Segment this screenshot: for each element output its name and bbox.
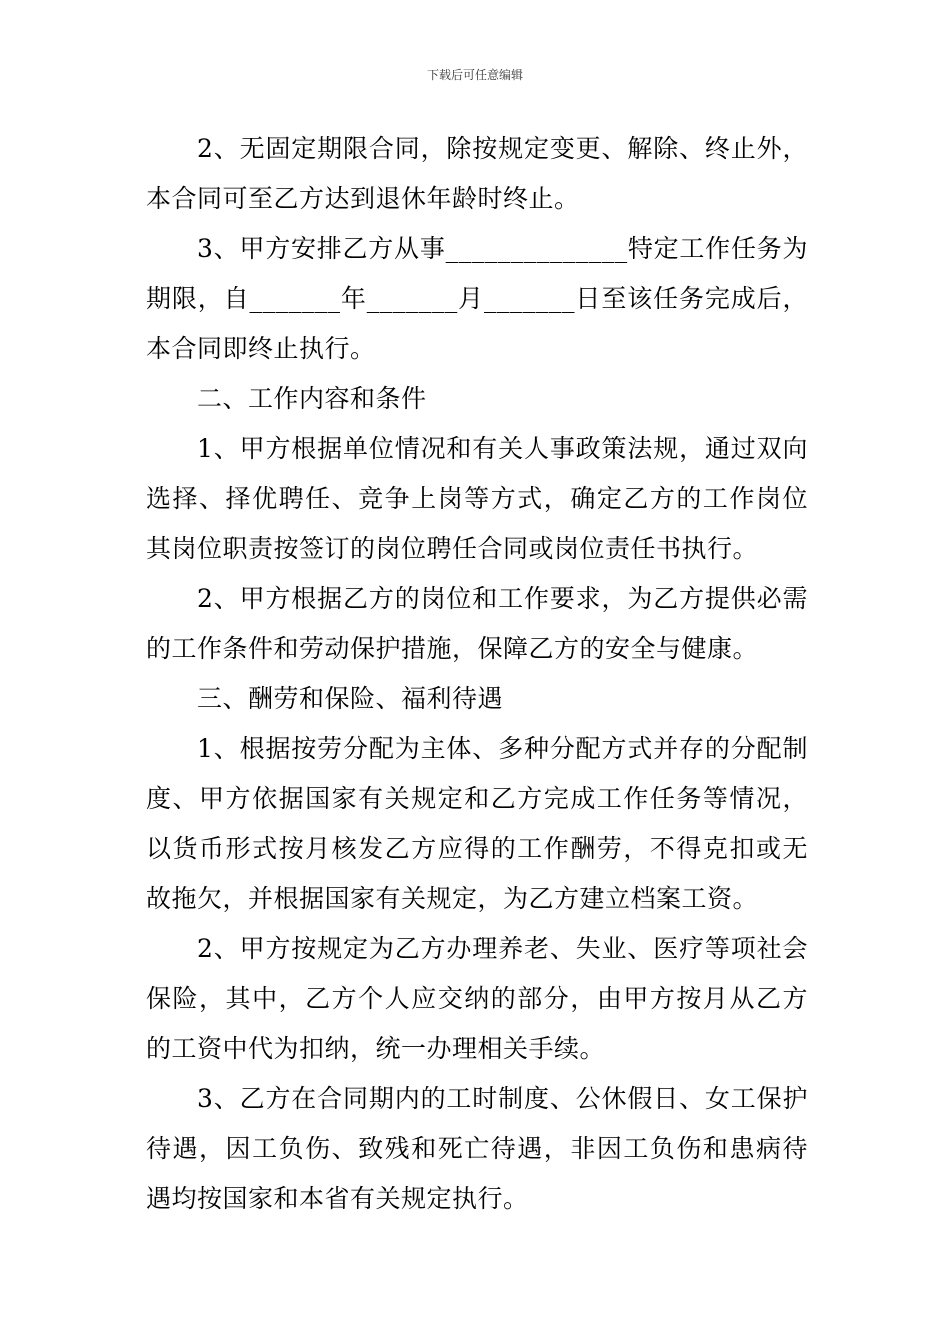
clause-paragraph: 2、无固定期限合同，除按规定变更、解除、终止外，本合同可至乙方达到退休年龄时终止。 xyxy=(146,134,808,213)
clause-paragraph: 3、乙方在合同期内的工时制度、公休假日、女工保护待遇，因工负伤、致残和死亡待遇，非因工负伤和患病待遇均按国家和本省有关规定执行。 xyxy=(146,1084,808,1213)
header-note: 下载后可任意编辑 xyxy=(426,68,523,82)
clause-paragraph: 2、甲方根据乙方的岗位和工作要求，为乙方提供必需的工作条件和劳动保护措施，保障乙方的安全与健康。 xyxy=(146,584,808,663)
clause-paragraph: 1、甲方根据单位情况和有关人事政策法规，通过双向选择、择优聘任、竞争上岗等方式，确定乙方的工作岗位其岗位职责按签订的岗位聘任合同或岗位责任书执行。 xyxy=(146,434,808,563)
clause-paragraph: 3、甲方安排乙方从事______________特定工作任务为期限，自_______年_______月_______日至该任务完成后，本合同即终止执行。 xyxy=(146,234,808,363)
clause-paragraph: 2、甲方按规定为乙方办理养老、失业、医疗等项社会保险，其中，乙方个人应交纳的部分，由甲方按月从乙方的工资中代为扣纳，统一办理相关手续。 xyxy=(146,934,808,1063)
document-body xyxy=(146,124,808,1224)
section-heading: 二、工作内容和条件 xyxy=(197,384,427,413)
clause-paragraph: 1、根据按劳分配为主体、多种分配方式并存的分配制度、甲方依据国家有关规定和乙方完成工作任务等情况，以货币形式按月核发乙方应得的工作酬劳，不得克扣或无故拖欠，并根据国家有关规定，为乙方建立档案工资。 xyxy=(146,734,808,913)
section-heading: 三、酬劳和保险、福利待遇 xyxy=(197,684,504,713)
